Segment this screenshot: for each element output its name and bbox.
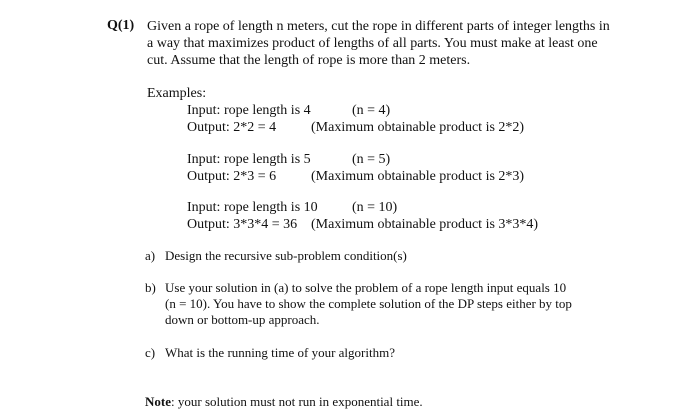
part-c-label: c): [145, 345, 156, 360]
part-a-line: Design the recursive sub-problem condition(s): [165, 248, 407, 263]
example-n-note: (n = 4): [352, 103, 391, 118]
example-output: Output: 3*3*4 = 36: [187, 217, 298, 232]
question-line: a way that maximizes product of lengths of all parts. You must make at least one: [147, 36, 598, 51]
question-line: cut. Assume that the length of rope is more than 2 meters.: [147, 53, 471, 68]
note-text: : your solution must not run in exponential time.: [171, 394, 423, 409]
part-b-text: [165, 280, 572, 328]
note-label: Note: [145, 394, 171, 409]
example-input: Input: rope length is 10: [187, 200, 318, 215]
examples-heading: Examples:: [147, 86, 207, 101]
question-statement: [147, 18, 610, 69]
part-a-text: [165, 248, 407, 264]
question-label: Q(1): [107, 18, 135, 33]
example-n-note: (n = 5): [352, 152, 391, 167]
example-output: Output: 2*3 = 6: [187, 169, 277, 184]
part-a-label: a): [145, 248, 156, 263]
example-n-note: (n = 10): [352, 200, 398, 215]
example-explanation: (Maximum obtainable product is 3*3*4): [311, 217, 539, 232]
part-b-line: down or bottom-up approach.: [165, 312, 320, 327]
part-b-line: (n = 10). You have to show the complete solution of the DP steps either by top: [165, 296, 572, 311]
example-explanation: (Maximum obtainable product is 2*2): [311, 120, 525, 135]
example-explanation: (Maximum obtainable product is 2*3): [311, 169, 525, 184]
question-line: Given a rope of length n meters, cut the rope in different parts of integer lengths in: [147, 19, 610, 34]
part-b-label: b): [145, 280, 156, 295]
part-c-line: What is the running time of your algorithm?: [165, 345, 395, 360]
part-b-line: Use your solution in (a) to solve the problem of a rope length input equals 10: [165, 280, 567, 295]
example-input: Input: rope length is 5: [187, 152, 311, 167]
note: [145, 394, 423, 410]
part-c-text: [165, 345, 395, 361]
example-output: Output: 2*2 = 4: [187, 120, 277, 135]
example-input: Input: rope length is 4: [187, 103, 311, 118]
